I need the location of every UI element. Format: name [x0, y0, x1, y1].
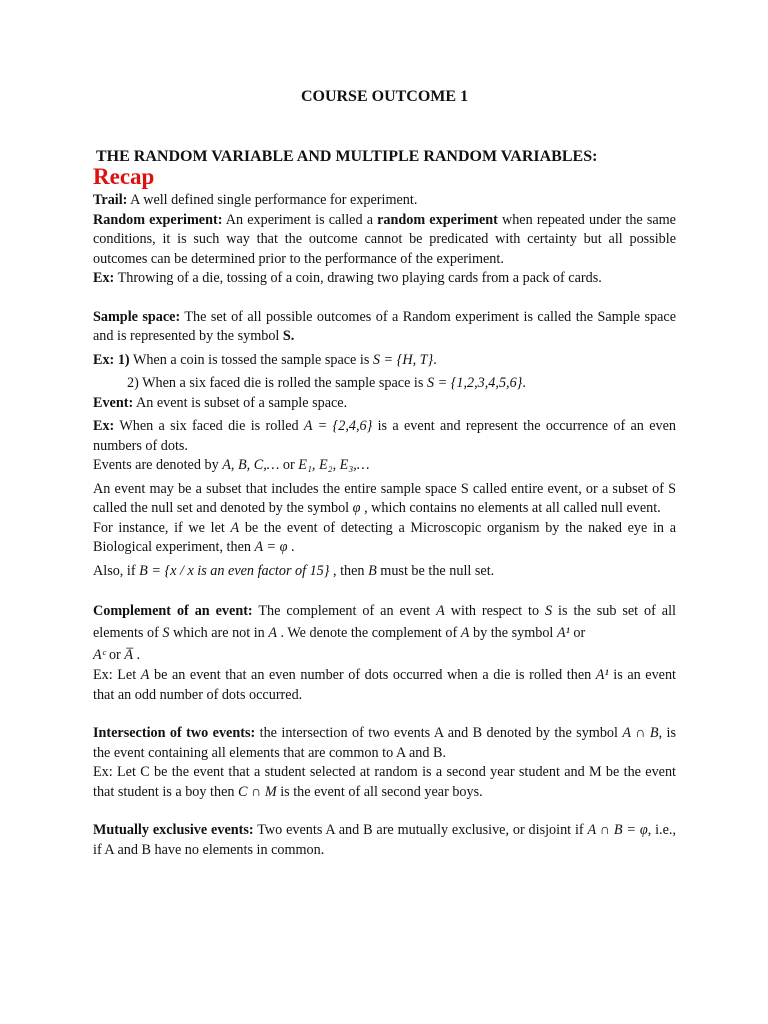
complement-definition: Complement of an event: The complement of an event A with respect to S is the sub set of all elements of S which are not in A . We denote the complement of A by the symbol A¹ or Aᶜ or A̅ .	[93, 603, 676, 663]
entire-event-paragraph: An event may be a subset that includes the entire sample space S called entire event, or a subset of S called the null set and denoted by the symbol φ , which contains no elements at all called null event.	[93, 480, 676, 516]
example-4: Ex: Let A be an event that an even number of dots occurred when a die is rolled then A¹ is an event that an odd number of dots occurred.	[93, 667, 676, 703]
recap-heading: Recap	[93, 164, 155, 189]
intersection-definition: Intersection of two events: the intersection of two events A and B denoted by the symbol A ∩ B, is the event containing all elements that are common to A and B.	[93, 725, 676, 761]
body-text	[93, 191, 676, 860]
example-5: Ex: Let C be the event that a student selected at random is a second year student and M be the event that student is a boy then C ∩ M is the event of all second year boys.	[93, 764, 676, 800]
trail-definition: Trail: A well defined single performance for experiment.	[93, 192, 418, 208]
event-definition: Event: An event is subset of a sample space.	[93, 394, 348, 411]
mutually-exclusive-definition: Mutually exclusive events: Two events A and B are mutually exclusive, or disjoint if A ∩ B = φ, i.e., if A and B have no elements in common.	[93, 822, 676, 858]
main-title: THE RANDOM VARIABLE AND MULTIPLE RANDOM VARIABLES:	[96, 148, 598, 165]
example-2-line-2: 2) When a six faced die is rolled the sample space is S = {1,2,3,4,5,6}.	[127, 375, 526, 391]
random-experiment-definition: Random experiment: An experiment is called a random experiment when repeated under the same conditions, it is such way that the outcome cannot be predicated with certainty but all possible outcomes can be determined prior to the performance of the experiment.	[93, 211, 676, 267]
instance-paragraph: For instance, if we let A be the event of detecting a Microscopic organism by the naked eye in a Biological experiment, then A = φ .	[93, 519, 676, 555]
sample-space-definition: Sample space: The set of all possible outcomes of a Random experiment is called the Sample space and is represented by the symbol S.	[93, 308, 676, 344]
course-outcome-heading: COURSE OUTCOME 1	[300, 88, 469, 105]
example-2-line-1: Ex: 1) When a coin is tossed the sample space is S = {H, T}.	[93, 351, 437, 368]
example-1: Ex: Throwing of a die, tossing of a coin, drawing two playing cards from a pack of cards.	[93, 270, 602, 286]
example-3: Ex: When a six faced die is rolled A = {2,4,6} is a event and represent the occurrence of an even numbers of dots.	[93, 418, 676, 454]
also-paragraph: Also, if B = {x / x is an even factor of 15} , then B must be the null set.	[93, 562, 495, 579]
events-denoted: Events are denoted by A, B, C,… or E₁, E₂, E₃,…	[93, 457, 370, 473]
